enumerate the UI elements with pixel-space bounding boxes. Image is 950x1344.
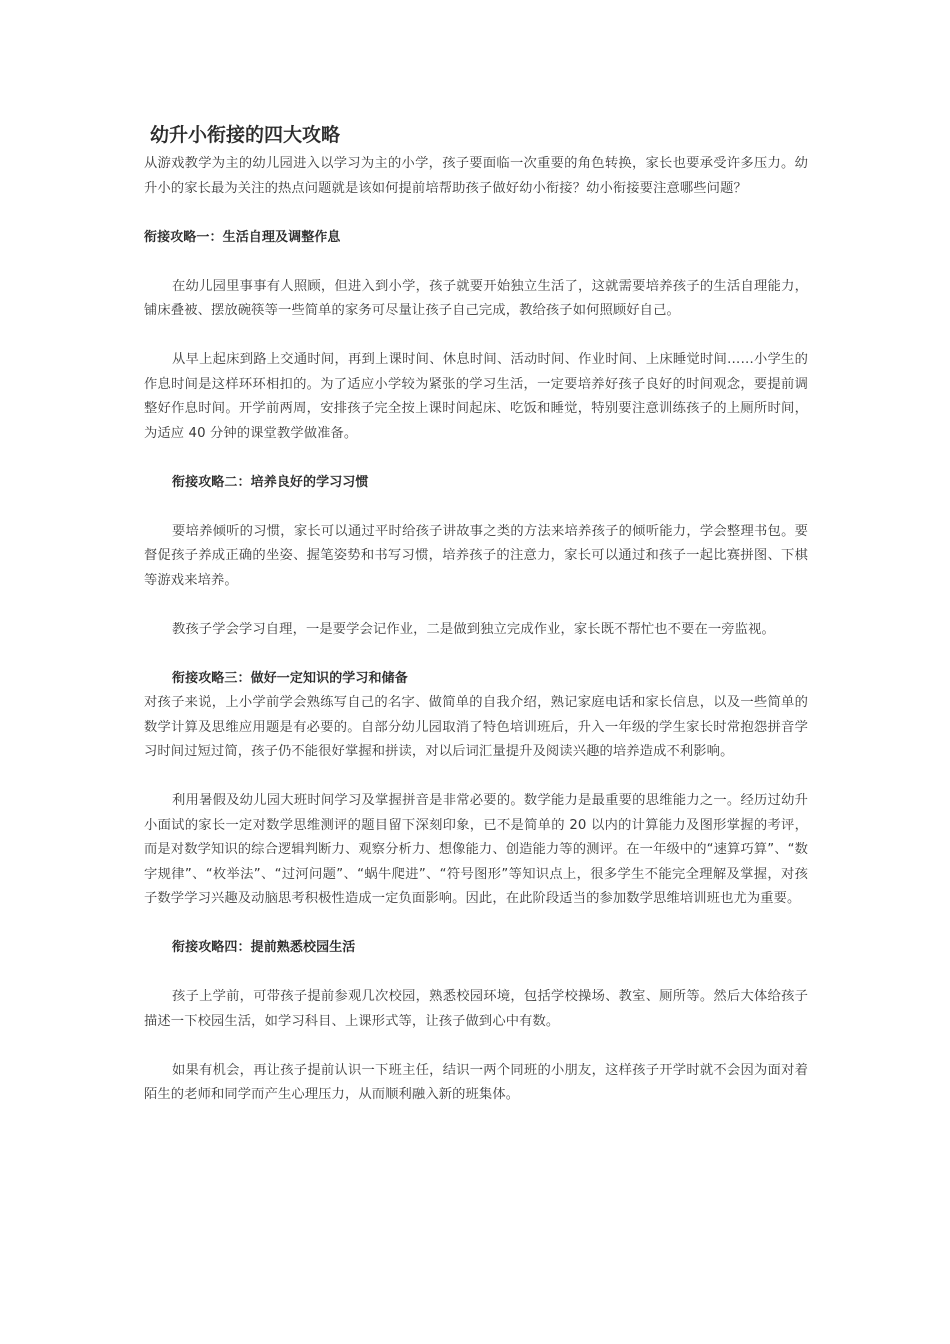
- section-4-paragraph-2: 如果有机会，再让孩子提前认识一下班主任，结识一两个同班的小朋友，这样孩子开学时就不会因为面对着陌生的老师和同学而产生心理压力，从而顺利融入新的班集体。: [144, 1062, 808, 1102]
- section-heading-3: 衔接攻略三：做好一定知识的学习和储备: [172, 670, 408, 686]
- section-3-paragraph-1: 对孩子来说，上小学前学会熟练写自己的名字、做简单的自我介绍，熟记家庭电话和家长信息，以及一些简单的数学计算及思维应用题是有必要的。自部分幼儿园取消了特色培训班后，升入一年级的学生家长时常抱怨拼音学习时间过短过简，孩子仍不能很好掌握和拼读，对以后词汇量提升及阅读兴趣的培养造成不利影响。: [144, 695, 808, 759]
- section-heading-1: 衔接攻略一：生活自理及调整作息: [144, 229, 341, 245]
- section-heading-4: 衔接攻略四：提前熟悉校园生活: [172, 940, 356, 955]
- spacer: [144, 324, 808, 349]
- intro-paragraph: 从游戏教学为主的幼儿园进入以学习为主的小学，孩子要面临一次重要的角色转换，家长也要承受许多压力。幼升小的家长最为关注的热点问题就是该如何提前培帮助孩子做好幼小衔接？幼小衔接要注意哪些问题？: [144, 156, 808, 196]
- spacer: [144, 201, 808, 226]
- section-4-paragraph-1: 孩子上学前，可带孩子提前参观几次校园，熟悉校园环境，包括学校操场、教室、厕所等。然后大体给孩子描述一下校园生活，如学习科目、上课形式等，让孩子做到心中有数。: [144, 989, 808, 1029]
- document-page: [144, 120, 808, 1108]
- spacer: [144, 1034, 808, 1059]
- spacer: [144, 495, 808, 520]
- document-title: 幼升小衔接的四大攻略: [150, 124, 341, 146]
- section-3-paragraph-2: 利用暑假及幼儿园大班时间学习及掌握拼音是非常必要的。数学能力是最重要的思维能力之一。经历过幼升小面试的家长一定对数学思维测评的题目留下深刻印象，已不是简单的 20 以内的计算能力及图形掌握的考评，而是对数学知识的综合逻辑判断力、观察分析力、想像能力、创造能力等的测评。在一年级中的“速算巧算”、“数字规律”、“枚举法”、“过河问题”、“蜗牛爬进”、“符号图形”等知识点上，很多学生不能完全理解及掌握，对孩子数学学习兴趣及动脑思考积极性造成一定负面影响。因此，在此阶段适当的参加数学思维培训班也尤为重要。: [144, 793, 809, 906]
- spacer: [144, 961, 808, 986]
- section-1-paragraph-2: 从早上起床到路上交通时间，再到上课时间、休息时间、活动时间、作业时间、上床睡觉时间……小学生的作息时间是这样环环相扣的。为了适应小学较为紧张的学习生活，一定要培养好孩子良好的时间观念，要提前调整好作息时间。开学前两周，安排孩子完全按上课时间起床、吃饭和睡觉，特别要注意训练孩子的上厕所时间，为适应 40 分钟的课堂教学做准备。: [144, 352, 808, 441]
- spacer: [144, 765, 808, 790]
- spacer: [144, 446, 808, 471]
- section-1-paragraph-1: 在幼儿园里事事有人照顾，但进入到小学，孩子就要开始独立生活了，这就需要培养孩子的生活自理能力，铺床叠被、摆放碗筷等一些简单的家务可尽量让孩子自己完成，教给孩子如何照顾好自己。: [144, 278, 808, 318]
- spacer: [144, 912, 808, 937]
- section-2-paragraph-1: 要培养倾听的习惯，家长可以通过平时给孩子讲故事之类的方法来培养孩子的倾听能力，学会整理书包。要督促孩子养成正确的坐姿、握笔姿势和书写习惯，培养孩子的注意力，家长可以通过和孩子一起比赛拼图、下棋等游戏来培养。: [144, 523, 808, 588]
- section-2-paragraph-2: 教孩子学会学习自理，一是要学会记作业，二是做到独立完成作业，家长既不帮忙也不要在一旁监视。: [172, 621, 775, 637]
- spacer: [144, 642, 808, 667]
- spacer: [144, 250, 808, 275]
- section-heading-2: 衔接攻略二：培养良好的学习习惯: [172, 474, 369, 490]
- spacer: [144, 593, 808, 618]
